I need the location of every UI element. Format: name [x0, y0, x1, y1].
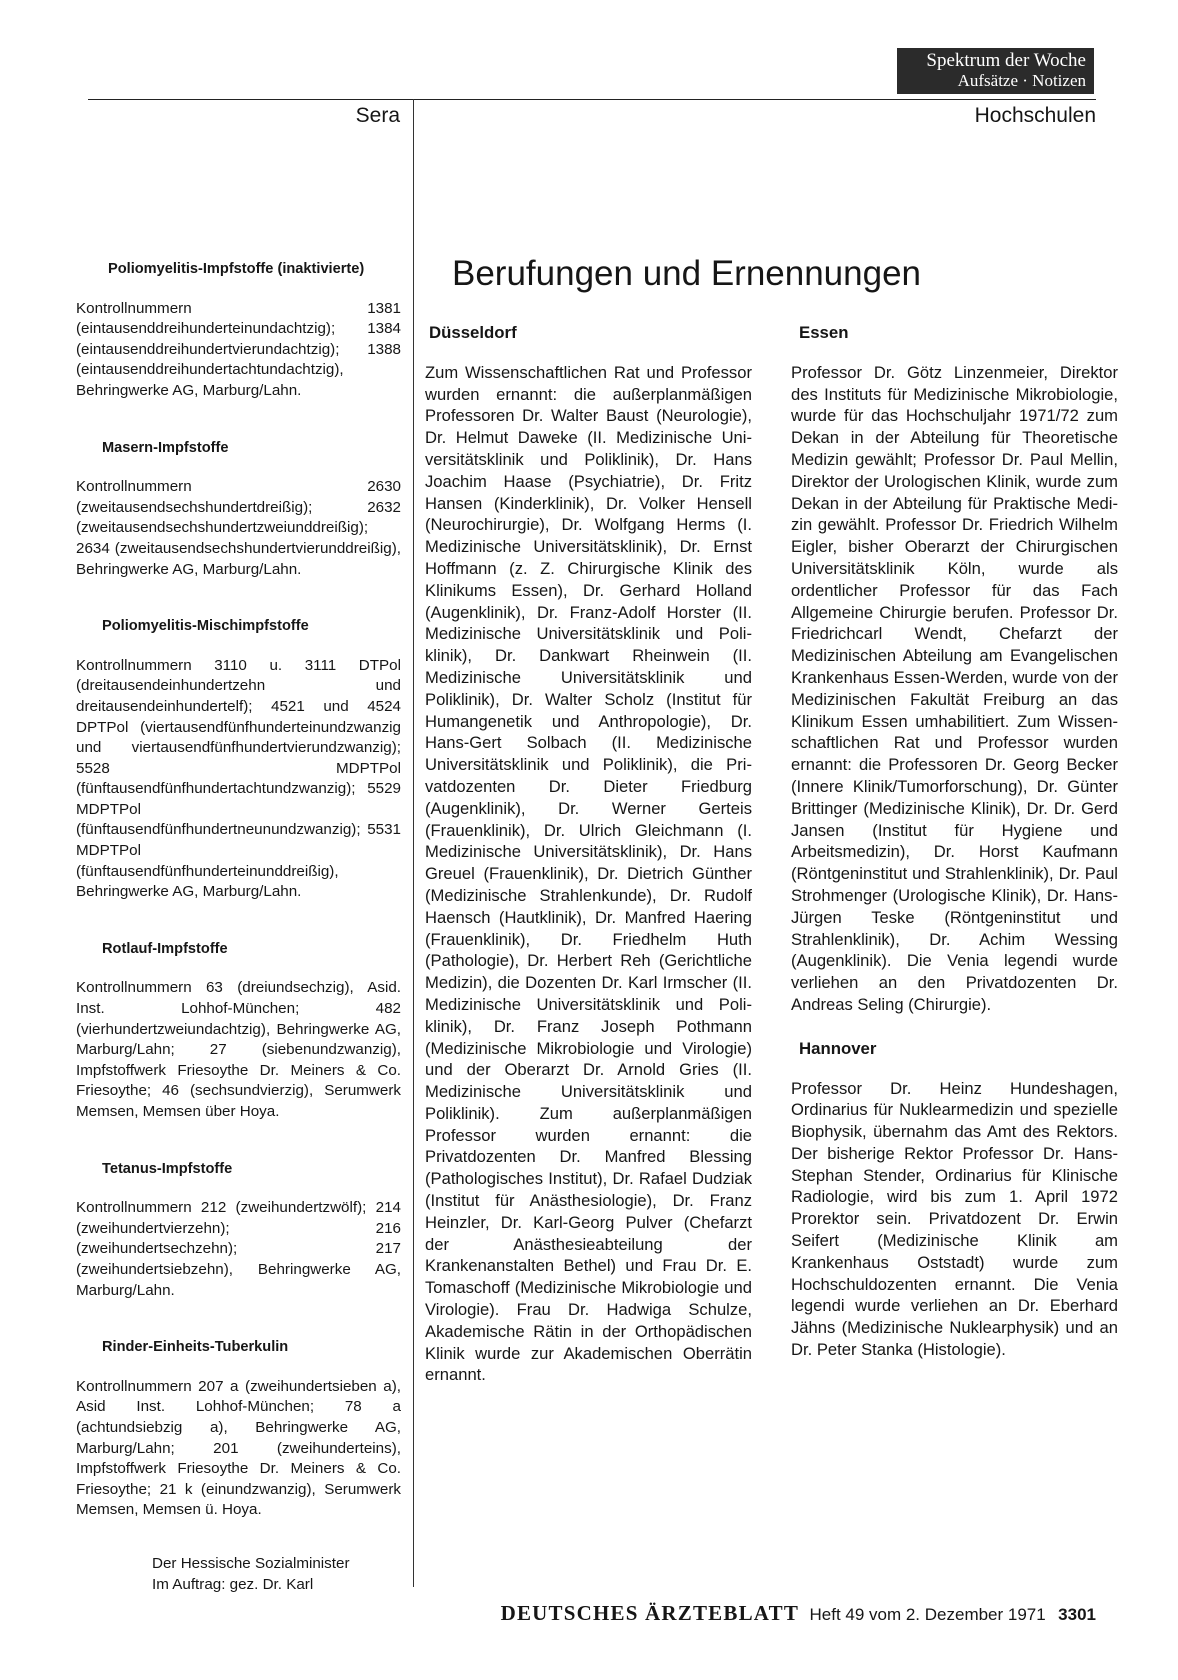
vaccine-text: Kontrollnummern 212 (zweihundertzwölf); 214 (zweihundertvierzehn); 216 (zweihundertsechzehn); 217 (zweihundertsiebzehn), Behringwerke AG, Marburg/Lahn.	[76, 1199, 401, 1299]
header-rule	[88, 99, 1096, 100]
issue-info: Heft 49 vom 2. Dezember 1971	[809, 1605, 1046, 1624]
page-footer	[0, 1601, 1096, 1626]
vaccine-text: Kontrollnummern 1381 (eintausenddreihunderteinundachtzig); 1384 (eintausenddreihundertvierundachtzig); 1388 (eintausenddreihundertachtundachtzig), Behringwerke AG, Marburg/Lahn.	[76, 299, 401, 399]
hannover-text: Professor Dr. Heinz Hundeshagen, Ordinarius für Nuklearmedizin und spezielle Biophysik, übernahm das Amt des Rektors. Der bisherige Rektor Professor Dr. Hans-Stephan Stender, Ordinarius für Klinische Radiologie, wird bis zum 1. April 1972 Prorektor sein. Privatdozent Dr. Erwin Seifert (Medizinische Klinik am Krankenhaus Oststadt) wurde zum Hochschuldozenten ernannt. Die Venia legendi wurde verliehen an Dr. Eberhard Jähns (Medizinische Nuklearphysik) und an Dr. Peter Stanka (Histologie).	[791, 1078, 1118, 1360]
vaccine-heading: Tetanus-Impfstoffe	[102, 1160, 233, 1177]
section-badge	[897, 48, 1094, 94]
vaccine-heading: Poliomyelitis-Impfstoffe (inaktivierte)	[108, 261, 365, 277]
vaccine-text: Kontrollnummern 207 a (zweihundertsieben a), Asid Inst. Lohhof-München; 78 a (achtundsiebzig a), Behringwerke AG, Marburg/Lahn; 201 (zweihunderteins), Impfstoffwerk Friesoythe Dr. Meiners & Co. Friesoythe; 21 k (einundzwanzig), Serumwerk Memsen, Memsen ü. Hoya.	[76, 1377, 401, 1519]
city-heading-hannover: Hannover	[799, 1038, 877, 1058]
vaccine-text: Kontrollnummern 3110 u. 3111 DTPol (dreitausendeinhundertzehn und dreitausendeinhundertelf); 4521 und 4524 DPTPol (viertausendfünfhunderteinundzwanzig und viertausendfünfhundertvierundzwanzig); 5528 MDPTPol (fünftausendfünfhundertachtundzwanzig); 5529 MDPTPol (fünftausendfünfhundertneunundzwanzig); 5531 MDPTPol (fünftausendfünfhunderteinunddreißig), Behringwerke AG, Marburg/Lahn.	[76, 656, 401, 901]
page-number: 3301	[1058, 1605, 1096, 1624]
journal-name: DEUTSCHES ÄRZTEBLATT	[500, 1601, 800, 1625]
article-title: Berufungen und Ernennungen	[452, 254, 922, 293]
sign-off	[76, 1553, 401, 1595]
city-heading-essen: Essen	[799, 323, 849, 342]
sign-off-line2: Im Auftrag: gez. Dr. Karl	[152, 1575, 314, 1593]
vaccine-heading: Masern-Impfstoffe	[102, 439, 229, 456]
vaccine-text: Kontrollnummern 63 (dreiundsechzig), Asid. Inst. Lohhof-München; 482 (vierhundertzweiundachtzig), Behringwerke AG, Marburg/Lahn; 27 (siebenundzwanzig), Impfstoffwerk Friesoythe Dr. Meiners & Co. Friesoythe; 46 (sechsundvierzig), Serumwerk Memsen, Memsen über Hoya.	[76, 979, 401, 1120]
right-section-label: Hochschulen	[974, 104, 1096, 127]
essen-text: Professor Dr. Götz Linzenmeier, Direktor des Instituts für Medizinische Mikrobiologie, wurde für das Hochschuljahr 1971/72 zum Dekan in der Abteilung für Theoretische Medizin gewählt; Professor Dr. Paul Mellin, Direktor der Urologischen Klinik, wurde zum Dekan in der Abteilung für Praktische Medizin gewählt. Professor Dr. Friedrich Wilhelm Eigler, bisher Oberarzt der Chirurgischen Universitätsklinik Köln, wurde als ordentlicher Professor für das Fach Allgemeine Chirurgie berufen. Professor Dr. Friedrichcarl Wendt, Chefarzt der Medizinischen Abteilung am Evangelischen Krankenhaus Essen-Werden, wurde von der Medizinischen Fakultät Freiburg an das Klinikum Essen umhabilitiert. Zum Wissenschaftlichen Rat und Professor wurden ernannt: die Professoren Dr. Georg Becker (Innere Klinik/Tumorforschung), Dr. Günter Brittinger (Medizinische Klinik), Dr. Dr. Gerd Jansen (Institut für Hygiene und Arbeitsmedizin), Dr. Horst Kaufmann (Röntgeninstitut und Strahlenklinik), Dr. Paul Strohmenger (Urologische Klinik), Dr. Hans-Jürgen Teske (Röntgeninstitut und Strahlenklinik), Dr. Achim Wessing (Augenklinik). Die Venia legendi wurde verliehen an den Privatdozenten Dr. Andreas Seling (Chirurgie).	[791, 362, 1118, 1014]
vaccine-text: Kontrollnummern 2630 (zweitausendsechshundertdreißig); 2632 (zweitausendsechshundertzweiunddreißig); 2634 (zweitausendsechshundertvierunddreißig), Behringwerke AG, Marburg/Lahn.	[76, 478, 401, 578]
vaccine-heading: Rinder-Einheits-Tuberkulin	[102, 1339, 289, 1356]
column-divider	[413, 99, 414, 1587]
vaccine-heading: Rotlauf-Impfstoffe	[102, 940, 228, 957]
vaccine-list	[76, 259, 401, 1595]
section-badge-line1: Spektrum der Woche	[926, 50, 1086, 71]
section-badge-line2: Aufsätze · Notizen	[957, 71, 1086, 90]
article-column-right	[791, 322, 1118, 1361]
vaccine-heading: Poliomyelitis-Mischimpfstoffe	[102, 618, 309, 635]
city-heading-duesseldorf: Düsseldorf	[429, 323, 517, 342]
duesseldorf-text: Zum Wissenschaftlichen Rat und Professor wurden ernannt: die außerplanmäßigen Professoren Dr. Walter Baust (Neurologie), Dr. Helmut Daweke (II. Medizinische Universitätsklinik und Poliklinik), Dr. Hans Joachim Haase (Psychiatrie), Dr. Fritz Hansen (Kinderklinik), Dr. Volker Hensell (Neurochirurgie), Dr. Wolfgang Herms (I. Medizinische Universitätsklinik), Dr. Ernst Hoffmann (z. Z. Chirurgische Klinik des Klinikums Essen), Dr. Gerhard Holland (Augenklinik), Dr. Franz-Adolf Horster (II. Medizinische Universitätsklinik und Poliklinik), Dr. Dankwart Rheinwein (II. Medizinische Universitätsklinik und Poliklinik), Dr. Walter Scholz (Institut für Humangenetik und Anthropologie), Dr. Hans-Gert Solbach (II. Medizinische Universitätsklinik und Poliklinik), die Privatdozenten Dr. Dieter Friedburg (Augenklinik), Dr. Werner Gerteis (Frauenklinik), Dr. Ulrich Gleichmann (I. Medizinische Universitätsklinik), Dr. Hans Greuel (Frauenklinik), Dr. Dietrich Günther (Medizinische Strahlenkunde), Dr. Rudolf Haensch (Hautklinik), Dr. Manfred Haering (Frauenklinik), Dr. Friedhelm Huth (Pathologie), Dr. Herbert Reh (Gerichtliche Medizin), die Dozenten Dr. Karl Irmscher (II. Medizinische Universitätsklinik und Poliklinik), Dr. Franz Joseph Pothmann (Medizinische Mikrobiologie und Virologie) und der Oberarzt Dr. Arnold Gries (II. Medizinische Universitätsklinik und Poliklinik). Zum außerplanmäßigen Professor wurden ernannt: die Privatdozenten Dr. Manfred Blessing (Pathologisches Institut), Dr. Rafael Dudziak (Institut für Anästhesiologie), Dr. Franz Heinzler, Dr. Karl-Georg Pulver (Chefarzt der Anästhesieabteilung der Krankenanstalten Bethel) und Frau Dr. E. Tomaschoff (Medizinische Mikrobiologie und Virologie). Frau Dr. Hadwiga Schulze, Akademische Rätin in der Orthopädischen Klinik wurde zur Akademischen Oberrätin ernannt.	[425, 362, 752, 1385]
article-column-left	[425, 322, 752, 1386]
left-section-label: Sera	[355, 104, 400, 127]
sign-off-line1: Der Hessische Sozialminister	[152, 1554, 350, 1572]
